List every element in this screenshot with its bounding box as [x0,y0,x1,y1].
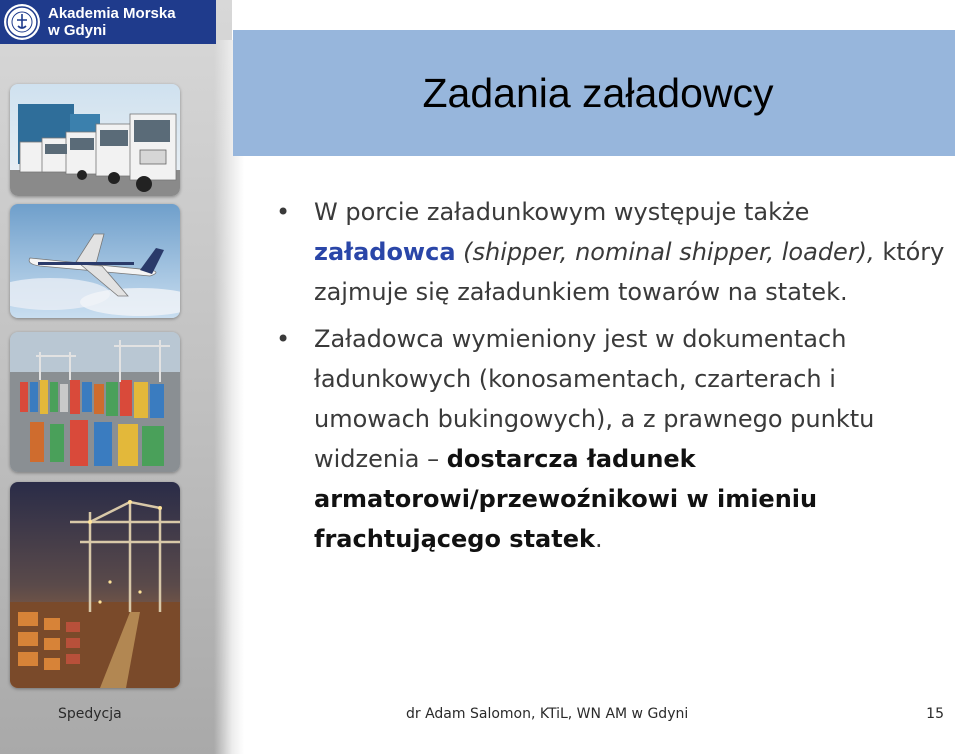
logo-line2: w Gdyni [48,22,107,39]
slide-title: Zadania załadowcy [422,69,774,116]
bullet-2-text: Załadowca wymieniony jest w dokumentach ładunkowych (konosamentach, czarterach i umowach bukingowych), a z prawnego punktu widzenia – [314,325,875,473]
slide-content [276,192,956,566]
logo-line1: Akademia Morska [48,5,176,22]
bullet-1 [276,192,956,312]
bullet-2-bold: dostarcza ładunek armatorowi/przewoźnikowi w imieniu frachtującego statek [314,445,818,553]
bullet-1-italic: (shipper, nominal shipper, loader), [455,238,875,266]
bullet-dot: • [276,325,291,353]
photo-aircraft [10,204,180,318]
bullet-2 [276,319,956,559]
photo-port-night [10,482,180,688]
bullet-2-end: . [594,525,603,553]
photo-container-terminal [10,332,180,472]
title-banner [233,30,955,156]
bullet-1-text: W porcie załadunkowym występuje także [314,198,810,226]
seal-icon [4,4,40,40]
logo-text [48,5,176,39]
university-logo [0,0,216,44]
footer-course: Spedycja [58,706,122,722]
bullet-1-text-2: który zajmuje się załadunkiem towarów na statek. [314,238,945,306]
page-number: 15 [926,706,944,722]
bullet-1-highlight: załadowca [314,238,456,266]
photo-trucks [10,84,180,196]
footer-author: dr Adam Salomon, KTiL, WN AM w Gdyni [406,706,689,722]
bullet-dot: • [276,198,291,226]
